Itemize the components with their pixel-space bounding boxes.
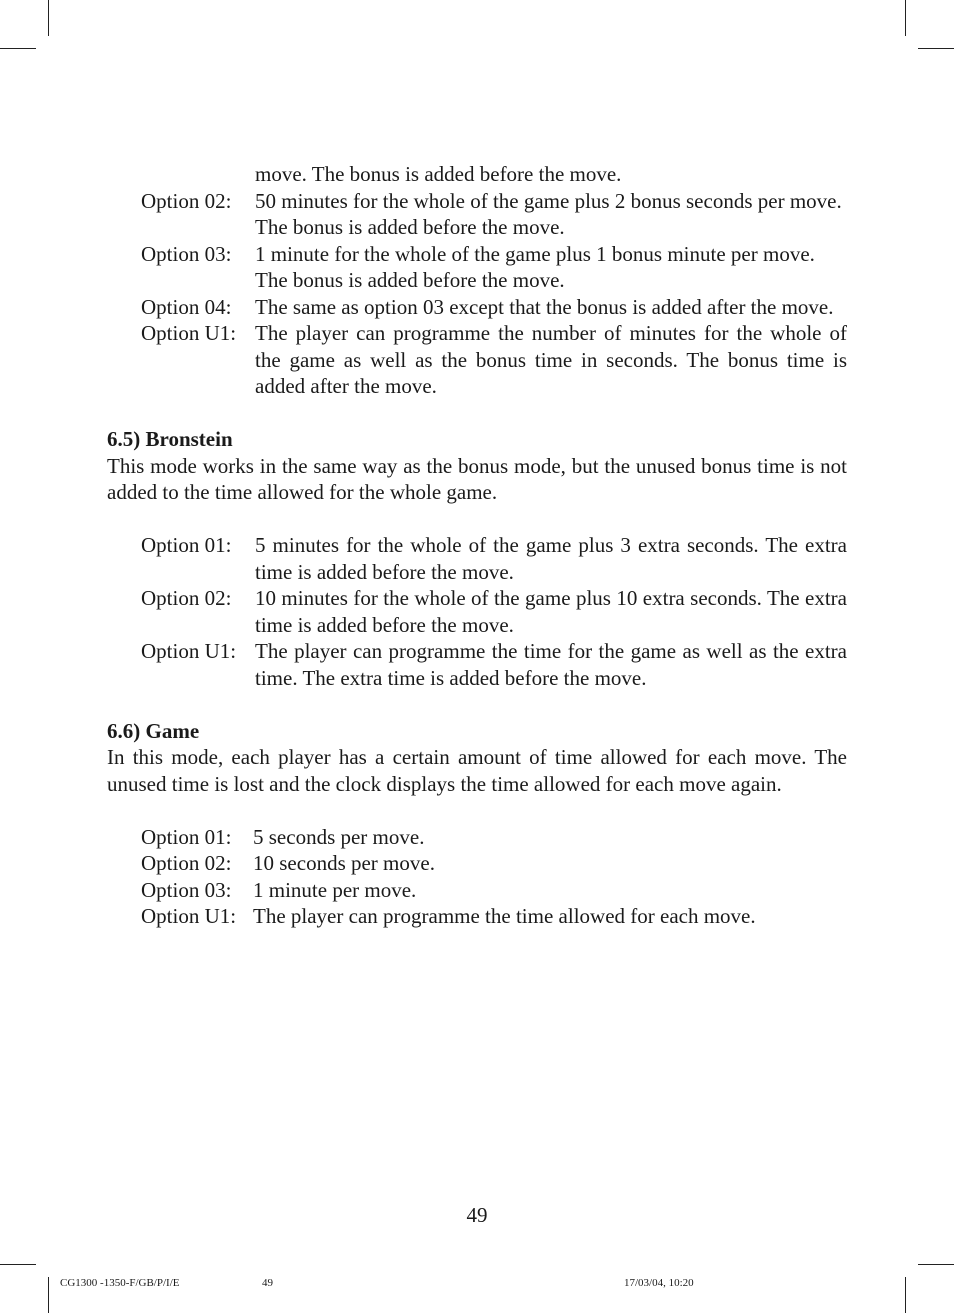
bonus-option-u1 (107, 320, 847, 400)
page-content (107, 161, 847, 930)
option-label: Option 01: (141, 824, 232, 849)
bronstein-option-02 (107, 585, 847, 638)
option-text: 1 minute for the whole of the game plus 1 bonus minute per move. (255, 241, 815, 266)
page-number: 49 (466, 1203, 488, 1227)
option-label: Option 02: (141, 188, 232, 213)
option-text: 1 minute per move. (253, 877, 417, 902)
option-text: The same as option 03 except that the bonus is added after the move. (255, 294, 834, 319)
bonus-option-02-note: The bonus is added before the move. (255, 215, 565, 239)
option-text: 5 seconds per move. (253, 824, 425, 849)
option-label: Option 03: (141, 241, 232, 266)
crop-mark-top-left-h (0, 48, 36, 49)
game-intro: In this mode, each player has a certain amount of time allowed for each move. The unused time is lost and the clock displays the time allowed for each move again. (107, 745, 847, 796)
bonus-option-02 (107, 188, 847, 215)
bonus-continued-line: move. The bonus is added before the move. (255, 162, 622, 186)
option-label: Option 02: (141, 586, 232, 610)
bonus-option-03-note: The bonus is added before the move. (255, 268, 565, 292)
game-option-02 (107, 850, 847, 877)
game-option-01 (107, 824, 847, 851)
option-text: 50 minutes for the whole of the game plus 2 bonus seconds per move. (255, 188, 842, 213)
crop-mark-bottom-right-h (918, 1264, 954, 1265)
option-text: The player can programme the time for the game as well as the extra time. The extra time is added before the move. (255, 639, 847, 690)
crop-mark-top-right-h (918, 48, 954, 49)
section-heading-game: 6.6) Game (107, 718, 200, 743)
bronstein-option-u1 (107, 638, 847, 691)
footer-timestamp: 17/03/04, 10:20 (624, 1277, 694, 1289)
footer-page: 49 (262, 1277, 273, 1289)
crop-mark-bottom-right-v (905, 1277, 906, 1313)
option-label: Option U1: (141, 904, 237, 928)
option-label: Option U1: (141, 321, 237, 345)
option-text: The player can programme the number of minutes for the whole of the game as well as the bonus time in seconds. The bonus time is added after the move. (255, 321, 847, 398)
option-text: 5 minutes for the whole of the game plus 3 extra seconds. The extra time is added before the move. (255, 533, 847, 584)
game-options-list (107, 824, 847, 930)
option-label: Option 01: (141, 533, 232, 557)
bronstein-intro: This mode works in the same way as the bonus mode, but the unused bonus time is not added to the time allowed for the whole game. (107, 453, 847, 504)
option-text: 10 minutes for the whole of the game plus 10 extra seconds. The extra time is added before the move. (255, 586, 847, 637)
crop-mark-top-right-v (905, 0, 906, 36)
crop-mark-bottom-left-h (0, 1264, 36, 1265)
game-option-u1 (107, 903, 847, 930)
option-label: Option U1: (141, 639, 237, 663)
option-label: Option 02: (141, 851, 232, 875)
section-heading-bronstein: 6.5) Bronstein (107, 427, 233, 451)
footer-doc-code: CG1300 -1350-F/GB/P/I/E (60, 1277, 180, 1289)
option-text: 10 seconds per move. (253, 851, 435, 875)
bronstein-option-01 (107, 532, 847, 585)
bonus-option-04 (107, 294, 847, 321)
crop-mark-top-left-v (48, 0, 49, 36)
option-label: Option 03: (141, 877, 232, 902)
option-text: The player can programme the time allowed for each move. (253, 904, 756, 928)
crop-mark-bottom-left-v (48, 1277, 49, 1313)
option-label: Option 04: (141, 294, 232, 319)
bonus-option-03 (107, 241, 847, 268)
game-option-03 (107, 877, 847, 904)
